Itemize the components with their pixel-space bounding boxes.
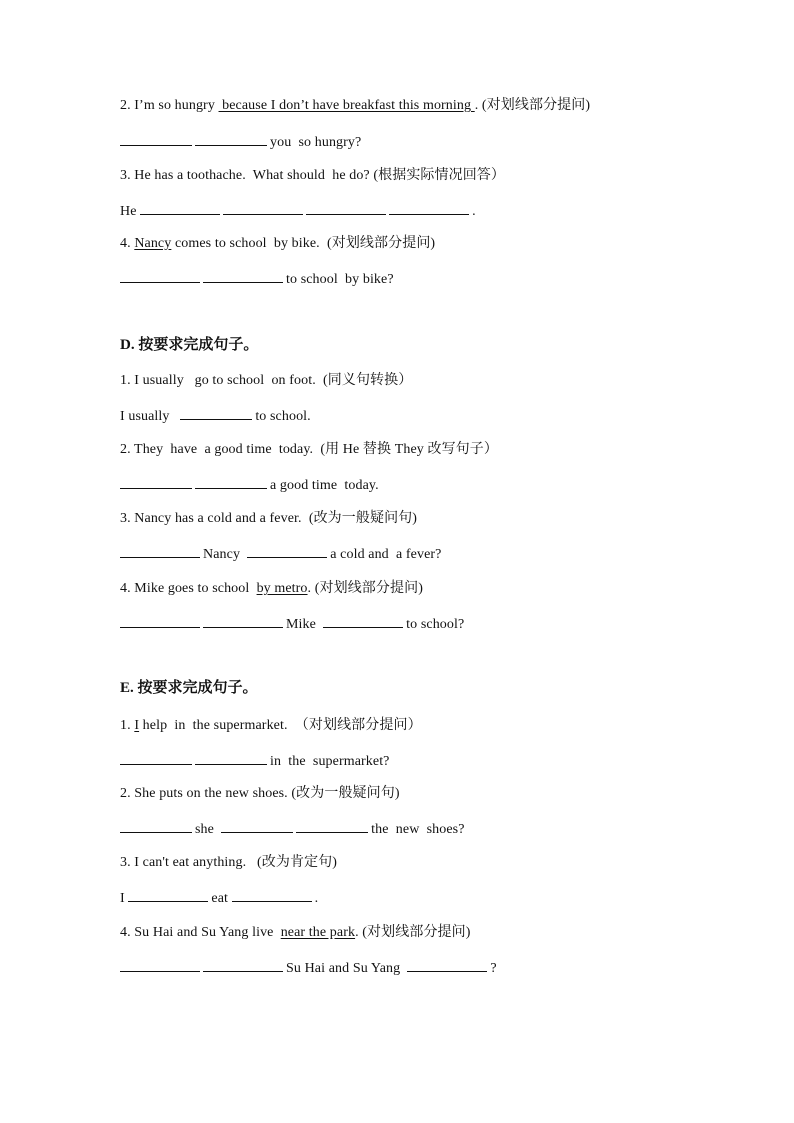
line-text: 3. He has a toothache. What should he do? (根据实际情况回答） — [120, 168, 506, 183]
line-text: 4. — [120, 236, 135, 251]
answer-blank[interactable] — [120, 820, 192, 833]
answer-blank[interactable] — [180, 407, 252, 420]
line-text: 4. Su Hai and Su Yang live — [120, 925, 281, 940]
question-d4 — [120, 580, 423, 598]
answer-blank[interactable] — [120, 752, 192, 765]
line-text: I usually — [120, 409, 181, 424]
line-text: help in the supermarket. （对划线部分提问） — [139, 718, 422, 733]
underlined-text: Nancy — [134, 236, 172, 251]
answer-blank[interactable] — [120, 959, 200, 972]
answer-e2 — [120, 820, 465, 839]
answer-d2 — [120, 476, 379, 495]
line-text: eat — [211, 891, 232, 906]
line-text: she — [195, 822, 222, 837]
line-text: . (对划线部分提问) — [355, 925, 471, 940]
answer-blank[interactable] — [306, 202, 386, 215]
answer-blank[interactable] — [296, 820, 368, 833]
answer-e3 — [120, 889, 318, 908]
answer-c4 — [120, 270, 394, 289]
line-text: to school? — [406, 617, 465, 632]
answer-blank[interactable] — [323, 615, 403, 628]
answer-blank[interactable] — [195, 752, 267, 765]
line-text: to school. — [255, 409, 311, 424]
line-text: you so hungry? — [270, 135, 362, 150]
underlined-text: near the park — [280, 925, 356, 940]
line-text: in the supermarket? — [270, 754, 390, 769]
question-c2 — [120, 97, 590, 115]
answer-blank[interactable] — [120, 133, 192, 146]
question-c4 — [120, 235, 435, 253]
answer-blank[interactable] — [232, 889, 312, 902]
line-text: . — [472, 204, 476, 219]
answer-blank[interactable] — [120, 476, 192, 489]
line-text: . (对划线部分提问) — [307, 581, 423, 596]
line-text: 2. They have a good time today. (用 He 替换 They 改写句子） — [120, 442, 498, 457]
answer-e1 — [120, 752, 390, 771]
answer-d4 — [120, 615, 464, 634]
line-text: 1. I usually go to school on foot. (同义句转换） — [120, 373, 413, 388]
section-e-heading: E. 按要求完成句子。 — [120, 680, 258, 696]
underlined-text: because I don’t have breakfast this morning — [218, 98, 475, 113]
answer-blank[interactable] — [223, 202, 303, 215]
underlined-text: I — [134, 718, 140, 733]
question-e1 — [120, 717, 422, 735]
section-d-heading: D. 按要求完成句子。 — [120, 337, 259, 353]
line-text: 4. Mike goes to school — [120, 581, 257, 596]
answer-blank[interactable] — [247, 545, 327, 558]
line-text: a good time today. — [270, 478, 379, 493]
answer-blank[interactable] — [195, 133, 267, 146]
line-text: a cold and a fever? — [330, 547, 442, 562]
answer-d3 — [120, 545, 441, 564]
answer-blank[interactable] — [203, 270, 283, 283]
answer-blank[interactable] — [140, 202, 220, 215]
line-text: He — [120, 204, 141, 219]
question-e2 — [120, 785, 400, 803]
question-d3 — [120, 510, 417, 528]
answer-blank[interactable] — [407, 959, 487, 972]
line-text: I — [120, 891, 129, 906]
question-e4 — [120, 924, 471, 942]
line-text: 1. — [120, 718, 135, 733]
answer-blank[interactable] — [195, 476, 267, 489]
line-text: comes to school by bike. (对划线部分提问) — [171, 236, 436, 251]
answer-blank[interactable] — [389, 202, 469, 215]
line-text: Mike — [286, 617, 324, 632]
question-c3 — [120, 167, 505, 185]
answer-e4 — [120, 959, 497, 978]
answer-blank[interactable] — [203, 615, 283, 628]
line-text: Su Hai and Su Yang — [286, 961, 408, 976]
line-text: . — [314, 891, 319, 906]
answer-blank[interactable] — [120, 615, 200, 628]
answer-d1 — [120, 407, 311, 426]
line-text: ? — [490, 961, 497, 976]
line-text: the new shoes? — [371, 822, 465, 837]
answer-c3 — [120, 202, 476, 221]
line-text: 2. She puts on the new shoes. (改为一般疑问句) — [120, 786, 400, 801]
answer-blank[interactable] — [203, 959, 283, 972]
question-d2 — [120, 441, 498, 459]
answer-blank[interactable] — [128, 889, 208, 902]
answer-blank[interactable] — [120, 545, 200, 558]
underlined-text: by metro — [256, 581, 308, 596]
question-d1 — [120, 372, 412, 390]
answer-blank[interactable] — [120, 270, 200, 283]
line-text: 3. I can't eat anything. (改为肯定句) — [120, 855, 338, 870]
answer-c2 — [120, 133, 361, 152]
answer-blank[interactable] — [221, 820, 293, 833]
question-e3 — [120, 854, 337, 872]
line-text: 2. I’m so hungry — [120, 98, 219, 113]
line-text: to school by bike? — [286, 272, 394, 287]
line-text: . (对划线部分提问) — [474, 98, 591, 113]
line-text: Nancy — [203, 547, 248, 562]
line-text: 3. Nancy has a cold and a fever. (改为一般疑问句) — [120, 511, 418, 526]
